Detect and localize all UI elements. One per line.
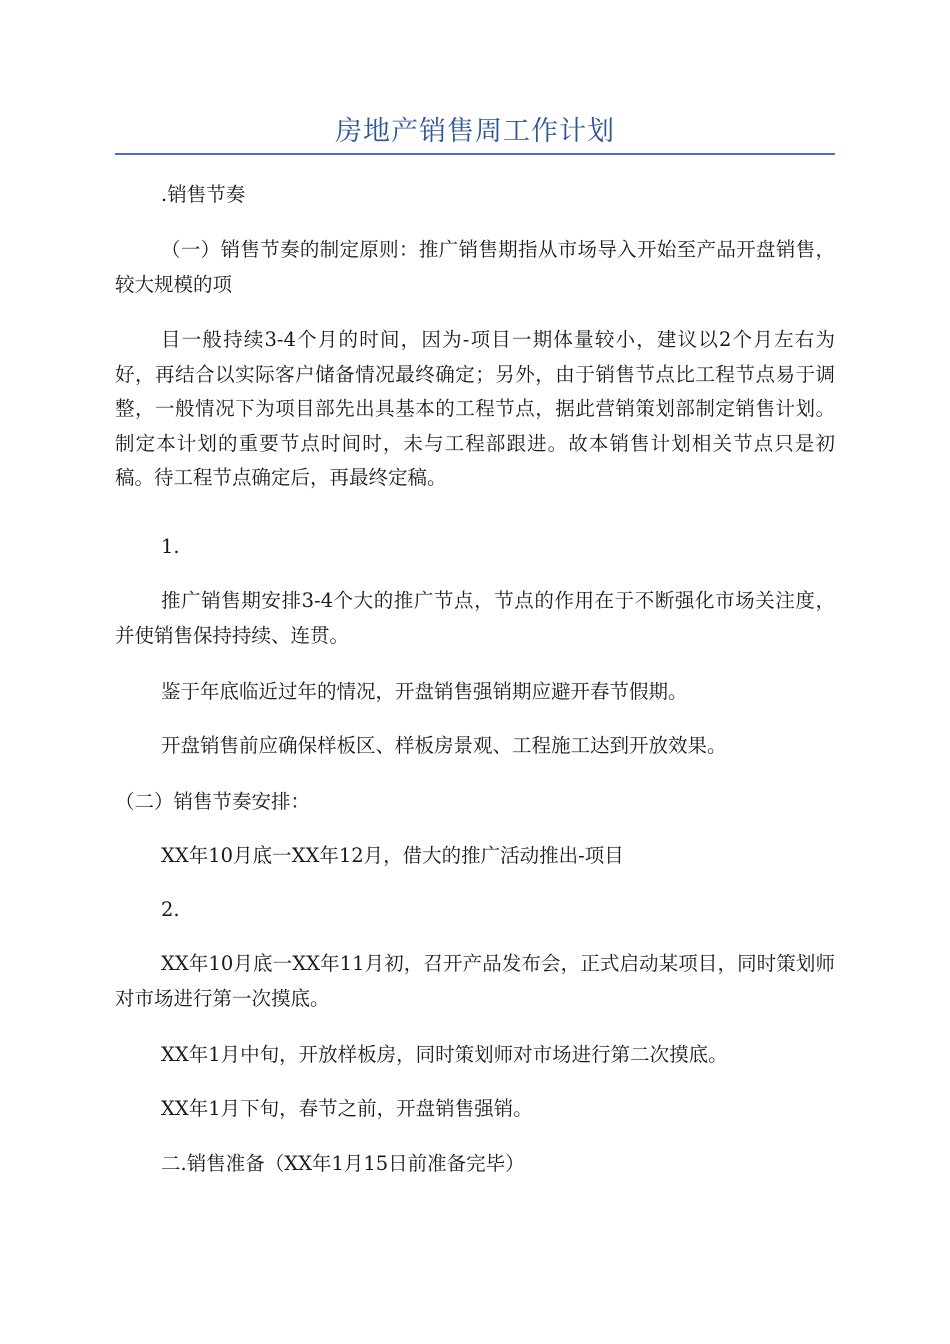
paragraph-schedule-2: XX年10月底一XX年11月初，召开产品发布会，正式启动某项目，同时策划师对市场进行第一次摸底。 xyxy=(115,952,835,1010)
paragraph-schedule-4: XX年1月下旬，春节之前，开盘销售强销。 xyxy=(161,1097,533,1120)
paragraph-promotion-nodes: 推广销售期安排3-4个大的推广节点，节点的作用在于不断强化市场关注度，并使销售保持持续、连贯。 xyxy=(115,589,835,647)
paragraph-holiday-note: 鉴于年底临近过年的情况，开盘销售强销期应避开春节假期。 xyxy=(161,680,688,703)
paragraph-schedule-heading: （二）销售节奏安排： xyxy=(115,790,311,813)
paragraph-item-1: 1. xyxy=(161,535,180,558)
paragraph-project-duration: 目一般持续3-4个月的时间，因为-项目一期体量较小，建议以2个月左右为好，再结合以实际客户储备情况最终确定；另外，由于销售节点比工程节点易于调整，一般情况下为项目部先出具基本的工程节点，据此营销策划部制定销售计划。制定本计划的重要节点时间时，未与工程部跟进。故本销售计划相关节点只是初稿。待工程节点确定后，再最终定稿。 xyxy=(115,328,835,489)
paragraph-schedule-3: XX年1月中旬，开放样板房，同时策划师对市场进行第二次摸底。 xyxy=(161,1043,728,1066)
paragraph-schedule-1: XX年10月底一XX年12月，借大的推广活动推出-项目 xyxy=(161,844,624,867)
paragraph-principles: （一）销售节奏的制定原则：推广销售期指从市场导入开始至产品开盘销售，较大规模的项 xyxy=(115,238,835,296)
paragraph-sales-prep-heading: 二.销售准备（XX年1月15日前准备完毕） xyxy=(161,1152,525,1175)
paragraph-opening-conditions: 开盘销售前应确保样板区、样板房景观、工程施工达到开放效果。 xyxy=(161,734,727,757)
paragraph-item-2: 2. xyxy=(161,898,180,921)
document-title: 房地产销售周工作计划 xyxy=(335,116,615,147)
paragraph-sales-rhythm-heading: .销售节奏 xyxy=(161,183,246,206)
title-underline xyxy=(115,153,835,155)
